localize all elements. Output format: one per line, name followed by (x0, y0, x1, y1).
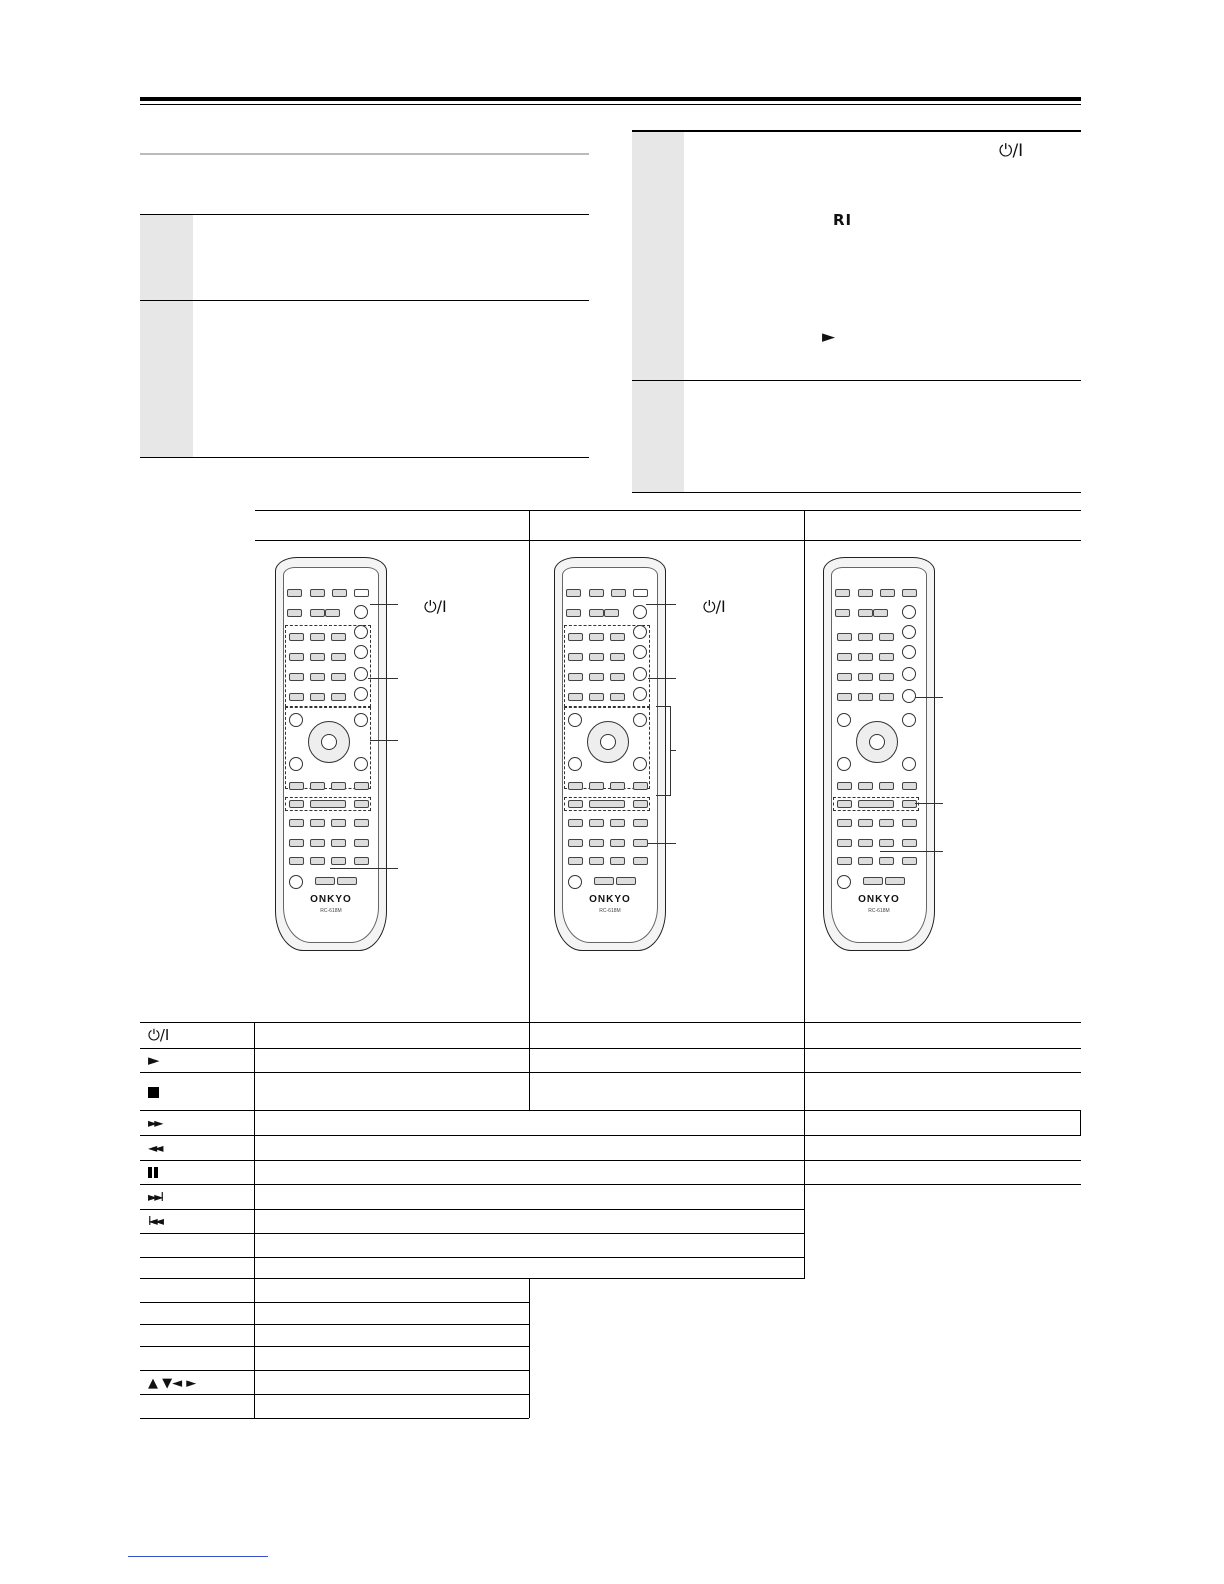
table-row-rule (140, 1233, 805, 1234)
table-arrows-symbol: ▲ ▼◄ ► (148, 1375, 197, 1391)
table-col-divider-3 (804, 1022, 805, 1278)
table-row-rule (140, 1370, 529, 1371)
remote-col-divider-2 (804, 510, 805, 1110)
remote-1-leader-power (370, 604, 398, 605)
remote-col-divider-1 (529, 510, 530, 1110)
left-panel-bottom-rule (140, 457, 589, 458)
table-play-symbol: ► (148, 1050, 160, 1069)
table-bottom-rule (140, 1418, 529, 1419)
step-1-top-rule (140, 214, 589, 215)
step-3-play-symbol: ► (822, 327, 836, 347)
remote-3-leader-3 (880, 851, 943, 852)
table-row-rule (140, 1278, 805, 1279)
stop-icon (148, 1087, 159, 1098)
table-row-rule (140, 1135, 1081, 1136)
remote-illustration-1 (275, 557, 387, 951)
header-rule-heavy (140, 97, 1081, 101)
table-previous-symbol: I◄◄ (148, 1213, 161, 1228)
remote-3-brand: ONKYO (858, 894, 900, 905)
remote-2-leader-bracket (670, 750, 676, 751)
remote-3-model: RC-618M (868, 908, 890, 914)
table-row-rule (140, 1257, 805, 1258)
remote-2-model: RC-618M (599, 908, 621, 914)
remote-2-leader-3 (648, 843, 676, 844)
step-4-top-rule (632, 380, 1081, 381)
step-3-power-symbol: ⏻/I (999, 141, 1024, 161)
step-1-bar (140, 215, 193, 300)
remote-1-leader-2 (368, 678, 398, 679)
table-col-divider-2-lower (529, 1278, 530, 1418)
table-row-rule (140, 1209, 805, 1210)
remote-2-leader-2 (648, 678, 676, 679)
table-top-rule (140, 1022, 1081, 1023)
table-row-rule (140, 1160, 1081, 1161)
right-panel-bottom-rule (632, 492, 1081, 493)
remote-1-power-callout: ⏻/I (424, 597, 447, 616)
remote-illustration-2 (554, 557, 666, 951)
table-pause-symbol (148, 1162, 248, 1182)
remote-3-leader-1 (915, 697, 943, 698)
ri-logo: RI (833, 211, 853, 229)
remote-1-leader-4 (330, 868, 398, 869)
table-power-symbol: ⏻/I (148, 1025, 170, 1044)
table-row-rule (140, 1110, 1081, 1111)
table-row-rule (140, 1048, 1081, 1049)
remote-2-bracket (656, 706, 671, 796)
table-row-rule (140, 1072, 1081, 1073)
remote-2-leader-power (646, 604, 676, 605)
remote-3-leader-2 (915, 803, 943, 804)
table-rewind-symbol: ◄◄ (148, 1140, 161, 1155)
remote-header-bottom-rule (255, 540, 1081, 541)
remote-2-brand: ONKYO (589, 894, 631, 905)
table-row-rule (140, 1346, 529, 1347)
table-col-divider-fwd-right (1080, 1110, 1081, 1135)
left-panel-top-rule (140, 153, 589, 155)
remote-header-top-rule (255, 510, 1081, 511)
table-symbol-col-divider (254, 1022, 255, 1418)
remote-1-leader-3 (370, 740, 398, 741)
step-2-bar (140, 301, 193, 457)
step-3-top-rule (632, 130, 1081, 132)
remote-1-model: RC-618M (320, 908, 342, 914)
step-2-top-rule (140, 300, 589, 301)
table-row-rule (140, 1184, 1081, 1185)
remote-2-power-callout: ⏻/I (703, 597, 726, 616)
table-row-rule (140, 1324, 529, 1325)
page-link-underline[interactable] (128, 1556, 268, 1557)
remote-1-brand: ONKYO (310, 894, 352, 905)
table-fast-forward-symbol: ►► (148, 1115, 161, 1130)
table-col-divider-stop (529, 1072, 530, 1110)
step-4-bar (632, 381, 684, 492)
table-row-rule (140, 1394, 529, 1395)
table-row-rule (140, 1302, 529, 1303)
table-next-symbol: ►►I (148, 1189, 161, 1204)
remote-illustration-3 (823, 557, 935, 951)
header-rule-thin (140, 104, 1081, 105)
table-stop-symbol (148, 1082, 248, 1102)
step-3-bar (632, 132, 684, 380)
